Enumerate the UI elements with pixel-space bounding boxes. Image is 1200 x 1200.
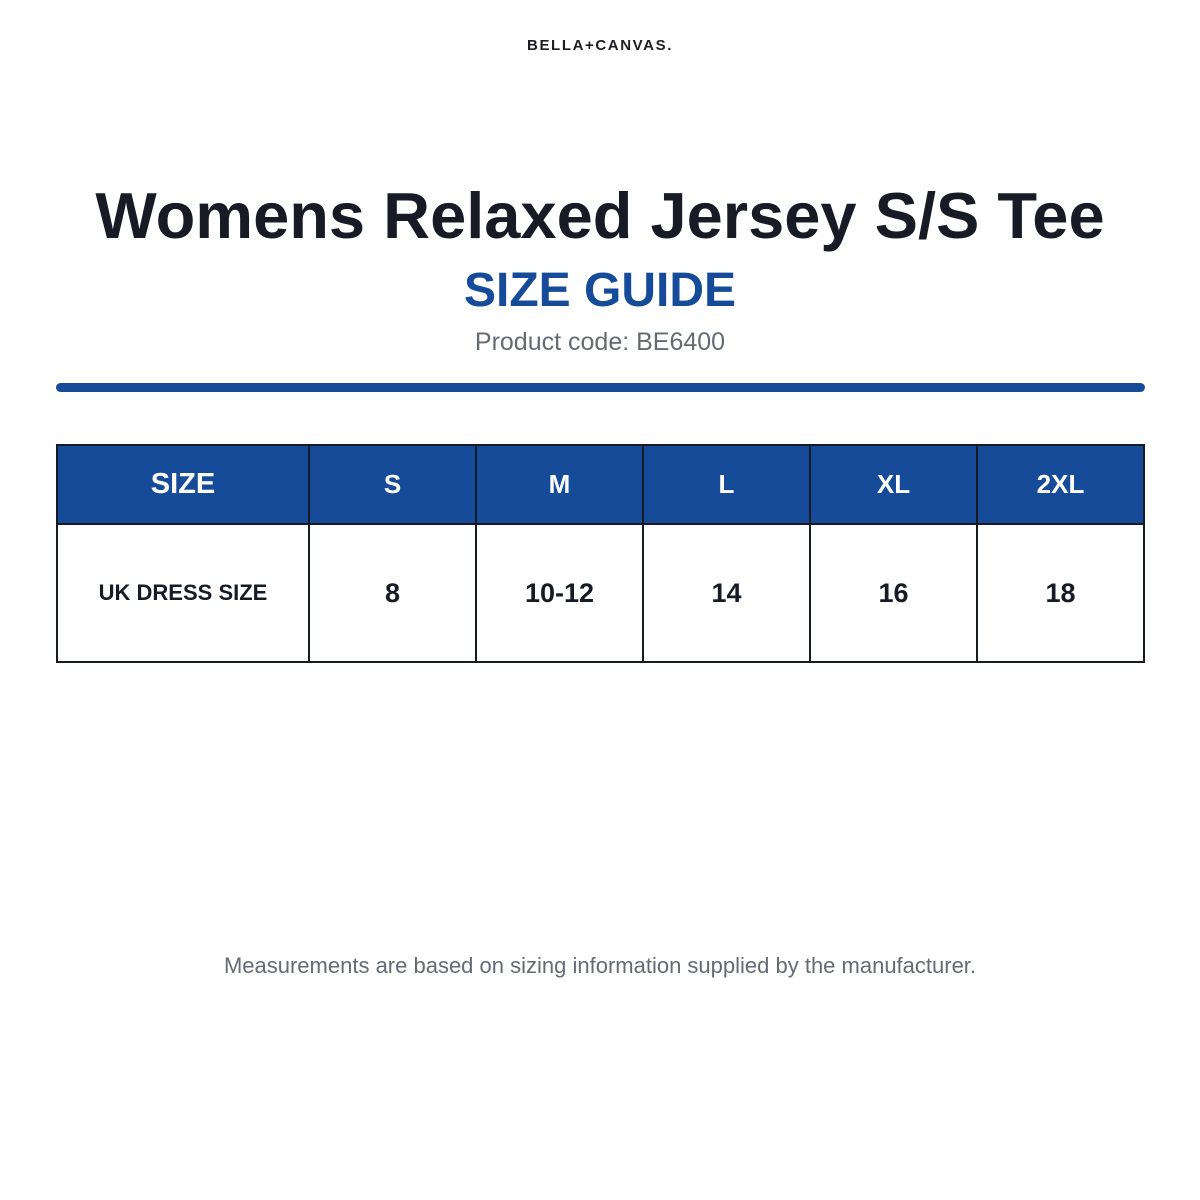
size-table — [56, 444, 1145, 663]
table-row — [57, 524, 1144, 662]
page-subtitle: SIZE GUIDE — [463, 264, 737, 317]
table-header-cell: XL — [810, 445, 977, 524]
table-cell: 18 — [977, 524, 1144, 662]
page-title: Womens Relaxed Jersey S/S Tee — [95, 179, 1105, 252]
table-cell: 16 — [810, 524, 977, 662]
table-header-cell: L — [643, 445, 810, 524]
table-header-row — [57, 445, 1144, 524]
divider — [56, 383, 1145, 392]
table-cell: 10-12 — [476, 524, 643, 662]
table-cell: 8 — [309, 524, 476, 662]
table-cell: 14 — [643, 524, 810, 662]
brand-logo: BELLA+CANVAS. — [527, 37, 673, 54]
table-header-cell: M — [476, 445, 643, 524]
footer-note: Measurements are based on sizing information supplied by the manufacturer. — [223, 953, 977, 978]
product-code: Product code: BE6400 — [474, 328, 726, 356]
table-header-cell: SIZE — [57, 445, 309, 524]
table-header-cell: S — [309, 445, 476, 524]
table-header-cell: 2XL — [977, 445, 1144, 524]
table-row-label: UK DRESS SIZE — [57, 524, 309, 662]
